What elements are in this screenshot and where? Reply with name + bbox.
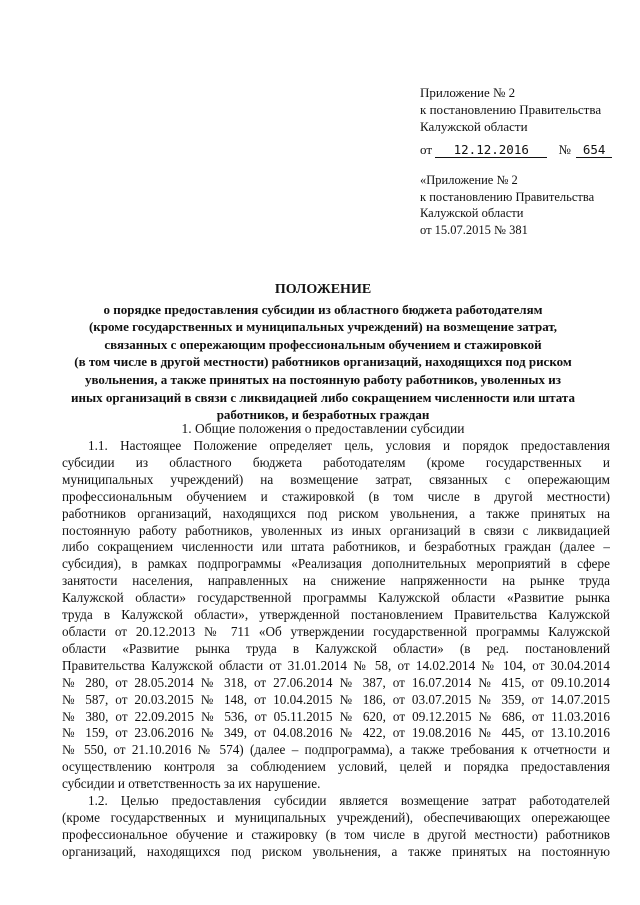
paragraph-1-line: 1.1. Настоящее Положение определяет цель, условия и порядок предоставления [88,438,610,453]
paragraph-1-line: профессиональным обучением и стажировкой (в том числе в другой местности) [62,488,610,504]
paragraph-1-line: муниципальных учреждений) на возмещение затрат, связанных с опережающим [62,471,610,487]
decree-number: 654 [576,143,612,158]
paragraph-1-line: постоянную работу работников, уволенных из иных организаций в связи с ликвидацией [62,522,610,538]
previous-appendix-line: от 15.07.2015 № 381 [420,222,528,237]
paragraph-1-line: работников организаций, находящихся под риском увольнения, а также принятых на [62,505,610,521]
title-line: увольнения, а также принятых на постоянную работу работников, уволенных из [85,371,561,387]
paragraph-1-line: осуществлению контроля за соблюдением условий, целей и порядка предоставления [62,759,610,775]
paragraph-2-line: 1.2. Целью предоставления субсидии является возмещение затрат работодателей [88,793,610,809]
paragraph-1-line: области «Развитие рынка труда в Калужской области» (в ред. постановлений [62,640,610,656]
paragraph-1-line: № 550, от 21.10.2016 № 574) (далее – подпрограмма), а также требования к отчетности и [62,742,610,758]
appendix-line: к постановлению Правительства [420,102,602,117]
decree-date-number [420,142,612,158]
title-line: о порядке предоставления субсидии из областного бюджета работодателям [103,301,543,317]
title-main: ПОЛОЖЕНИЕ [274,282,372,297]
decree-date: 12.12.2016 [435,143,547,158]
paragraph-2-line: организаций, находящихся под риском увольнения, а также принятых на постоянную [62,843,610,859]
paragraph-1-line: области от 20.12.2013 № 711 «Об утверждении государственной программы Калужской [62,623,610,639]
paragraph-1-line: либо сокращением численности или штата работников, и безработных граждан (далее – [62,539,610,555]
previous-appendix-line: Калужской области [420,206,524,220]
decree-prefix: от [420,142,433,157]
paragraph-2-line: (кроме государственных и муниципальных учреждений), обеспечивающих опережающее [62,809,610,825]
title-line: работников, и безработных граждан [216,407,430,423]
title-line: (кроме государственных и муниципальных учреждений) на возмещение затрат, [88,319,558,335]
document-body [62,438,610,861]
paragraph-1-line: субсидии и ответственность за их нарушение. [62,776,321,792]
paragraph-1-line: № 280, от 28.05.2014 № 318, от 27.06.2014 № 387, от 16.07.2014 № 415, от 09.10.2014 [62,674,610,690]
paragraph-1-line: занятости населения, направленных на снижение напряженности на рынке труда [62,573,610,589]
appendix-line: Приложение № 2 [420,85,516,100]
paragraph-2-line: профессиональное обучение и стажировку (в том числе в другой местности) работников [62,826,610,842]
appendix-line: Калужской области [420,119,528,134]
paragraph-1-line: труда в Калужской области», утвержденной постановлением Правительства Калужской [62,607,610,623]
paragraph-1-line: субсидия), в рамках подпрограммы «Реализация дополнительных мероприятий в сфере [62,556,610,572]
title-line: связанных с опережающим профессиональным обучением и стажировкой [104,336,542,352]
previous-appendix-header [420,172,630,238]
title-line: иных организаций в связи с ликвидацией либо сокращением численности или штата [71,389,575,405]
paragraph-1-line: № 380, от 22.09.2015 № 536, от 05.11.2015 № 620, от 09.12.2015 № 686, от 11.03.2016 [62,708,610,724]
paragraph-1-line: № 587, от 20.03.2015 № 148, от 10.04.2015 № 186, от 03.07.2015 № 359, от 14.07.2015 [62,691,610,707]
paragraph-1-line: № 159, от 23.06.2016 № 349, от 04.08.2016 № 422, от 19.08.2016 № 445, от 13.10.2016 [62,725,610,741]
decree-number-sign: № [558,142,571,157]
section-heading: 1. Общие положения о предоставлении субсидии [181,421,465,436]
title-line: (в том числе в другой местности) работников организаций, находящихся под риском [74,354,572,370]
paragraph-1-line: Правительства Калужской области от 31.01.2014 № 58, от 14.02.2014 № 104, от 30.04.2014 [62,657,610,673]
document-title [40,281,606,424]
paragraph-1-line: Калужской области» государственной программы Калужской области «Развитие рынка [62,590,610,606]
paragraph-1-line: субсидии из областного бюджета работодателям (кроме государственных и [62,454,610,470]
previous-appendix-line: «Приложение № 2 [420,173,518,187]
previous-appendix-line: к постановлению Правительства [420,189,595,204]
appendix-header [420,84,630,135]
